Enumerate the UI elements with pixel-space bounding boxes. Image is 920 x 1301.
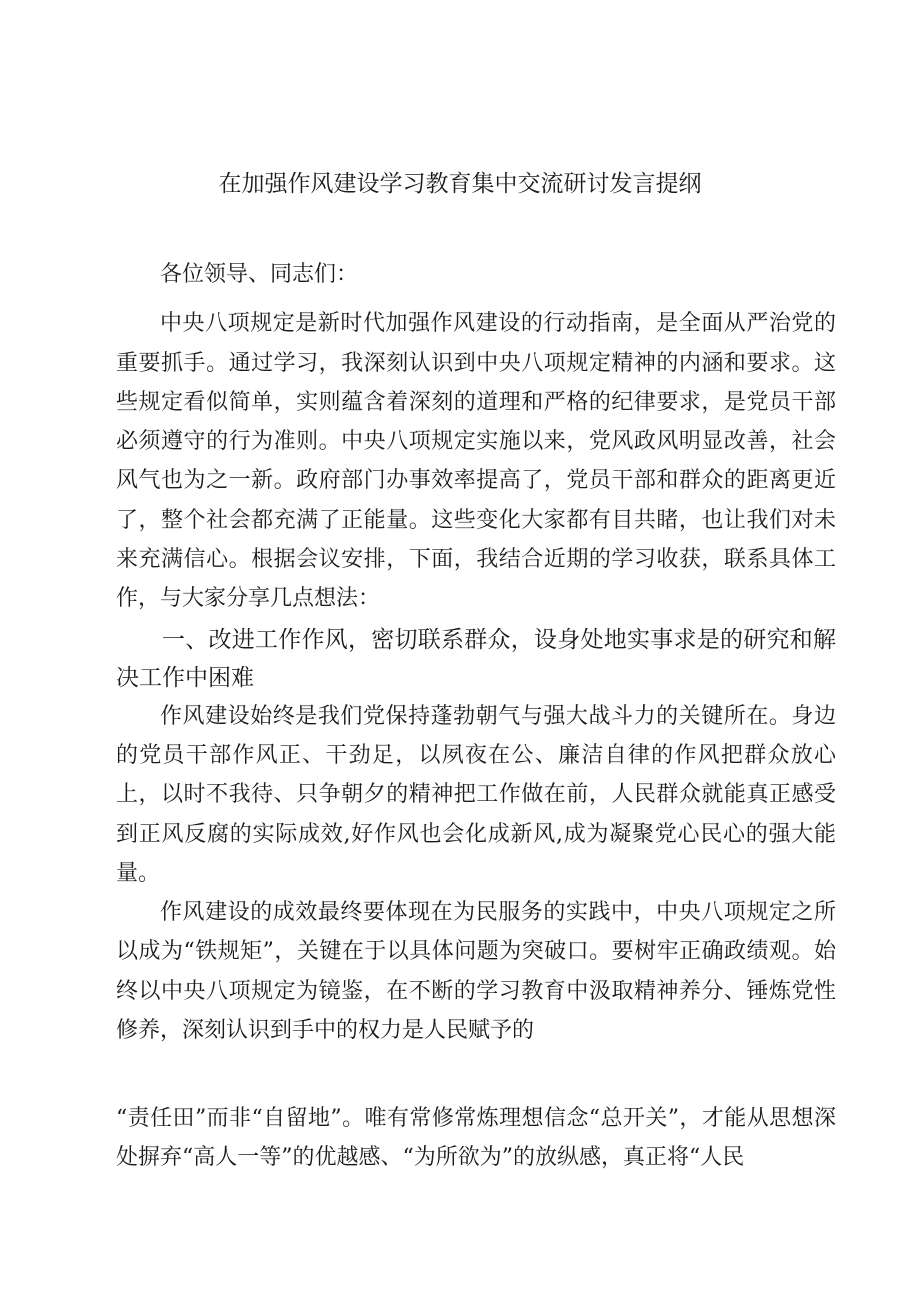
paragraph-intro: 中央八项规定是新时代加强作风建设的行动指南，是全面从严治党的重要抓手。通过学习，我深刻认识到中央八项规定精神的内涵和要求。这些规定看似简单，实则蕴含着深刻的道理和严格的纪律要求，是党员干部必须遵守的行为准则。中央八项规定实施以来，党风政风明显改善，社会风气也为之一新。政府部门办事效率提高了，党员干部和群众的距离更近了，整个社会都充满了正能量。这些变化大家都有目共睹，也让我们对未来充满信心。根据会议安排，下面，我结合近期的学习收获，联系具体工作，与大家分享几点想法： <box>116 311 836 612</box>
salutation: 各位领导、同志们： <box>160 262 359 287</box>
paragraph-2: 作风建设始终是我们党保持蓬勃朝气与强大战斗力的关键所在。身边的党员干部作风正、干劲足，以夙夜在公、廉洁自律的作风把群众放心上，以时不我待、只争朝夕的精神把工作做在前，人民群众就能真正感受到正风反腐的实际成效,好作风也会化成新风,成为凝聚党心民心的强大能量。 <box>116 703 836 886</box>
document-body <box>116 255 836 1050</box>
document-body-continued <box>116 1099 836 1178</box>
paragraph-3-continued: “责任田”而非“自留地”。唯有常修常炼理想信念“总开关”，才能从思想深处摒弃“高人一等”的优越感、“为所欲为”的放纵感，真正将“人民 <box>116 1106 836 1171</box>
paragraph-3: 作风建设的成效最终要体现在为民服务的实践中，中央八项规定之所以成为“铁规矩”，关键在于以具体问题为突破口。要树牢正确政绩观。始终以中央八项规定为镜鉴，在不断的学习教育中汲取精神养分、锤炼党性修养，深刻认识到手中的权力是人民赋予的 <box>116 900 836 1044</box>
section-heading-1: 一、改进工作作风，密切联系群众，设身处地实事求是的研究和解决工作中困难 <box>116 626 836 691</box>
document-title: 在加强作风建设学习教育集中交流研讨发言提纲 <box>218 171 702 197</box>
